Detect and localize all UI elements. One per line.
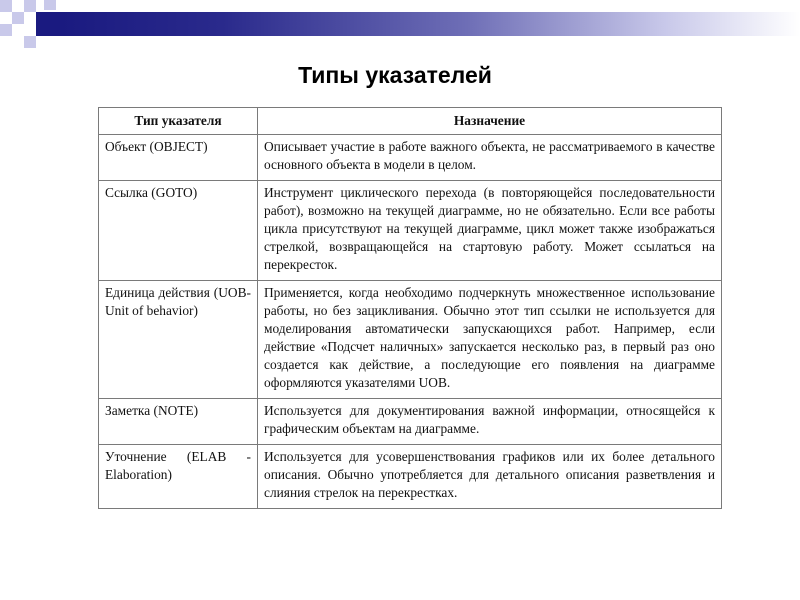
pointer-purpose-cell: Используется для документирования важной информации, относящейся к графическим объектам на диаграмме. bbox=[258, 399, 722, 445]
pointer-type-cell: Заметка (NOTE) bbox=[99, 399, 258, 445]
table-header-row bbox=[99, 108, 722, 135]
pointer-type-cell: Единица действия (UOB-Unit of behavior) bbox=[99, 281, 258, 399]
column-header-purpose: Назначение bbox=[258, 108, 722, 135]
pointer-type-cell: Ссылка (GOTO) bbox=[99, 181, 258, 281]
table-row bbox=[99, 445, 722, 509]
pointer-types-table bbox=[98, 107, 722, 509]
pointer-purpose-cell: Описывает участие в работе важного объекта, не рассматриваемого в качестве основного объекта в модели в целом. bbox=[258, 135, 722, 181]
decor-square bbox=[0, 0, 12, 12]
decor-square bbox=[36, 12, 60, 36]
decor-square bbox=[24, 0, 36, 12]
decor-square bbox=[0, 24, 12, 36]
column-header-type: Тип указателя bbox=[99, 108, 258, 135]
header-band bbox=[60, 12, 800, 36]
table-row bbox=[99, 281, 722, 399]
table-row bbox=[99, 181, 722, 281]
pointer-type-cell: Объект (OBJECT) bbox=[99, 135, 258, 181]
pointer-type-cell: Уточнение (ELAB - Elaboration) bbox=[99, 445, 258, 509]
decor-square bbox=[24, 36, 36, 48]
table-row bbox=[99, 135, 722, 181]
decor-square bbox=[12, 12, 24, 24]
table-row bbox=[99, 399, 722, 445]
pointer-purpose-cell: Инструмент циклического перехода (в повторяющейся последовательности работ), возможно на текущей диаграмме, но не обязательно. Если все работы цикла присутствуют на текущей диаграмме, цикл может также изображаться стрелкой, возвращающейся на стартовую работу. Может ссылаться на перекресток. bbox=[258, 181, 722, 281]
pointer-purpose-cell: Используется для усовершенствования графиков или их более детального описания. Обычно употребляется для детального описания разветвления и слияния стрелок на перекрестках. bbox=[258, 445, 722, 509]
slide-title: Типы указателей bbox=[298, 62, 492, 88]
decor-square bbox=[44, 0, 56, 10]
pointer-purpose-cell: Применяется, когда необходимо подчеркнуть множественное использование работы, но без зацикливания. Обычно этот тип ссылки не используется для моделирования автоматически запускающихся работ. Например, если действие «Подсчет наличных» запускается несколько раз, в первый раз оно создается как действие, а последующие его появления на диаграмме оформляются указателями UOB. bbox=[258, 281, 722, 399]
